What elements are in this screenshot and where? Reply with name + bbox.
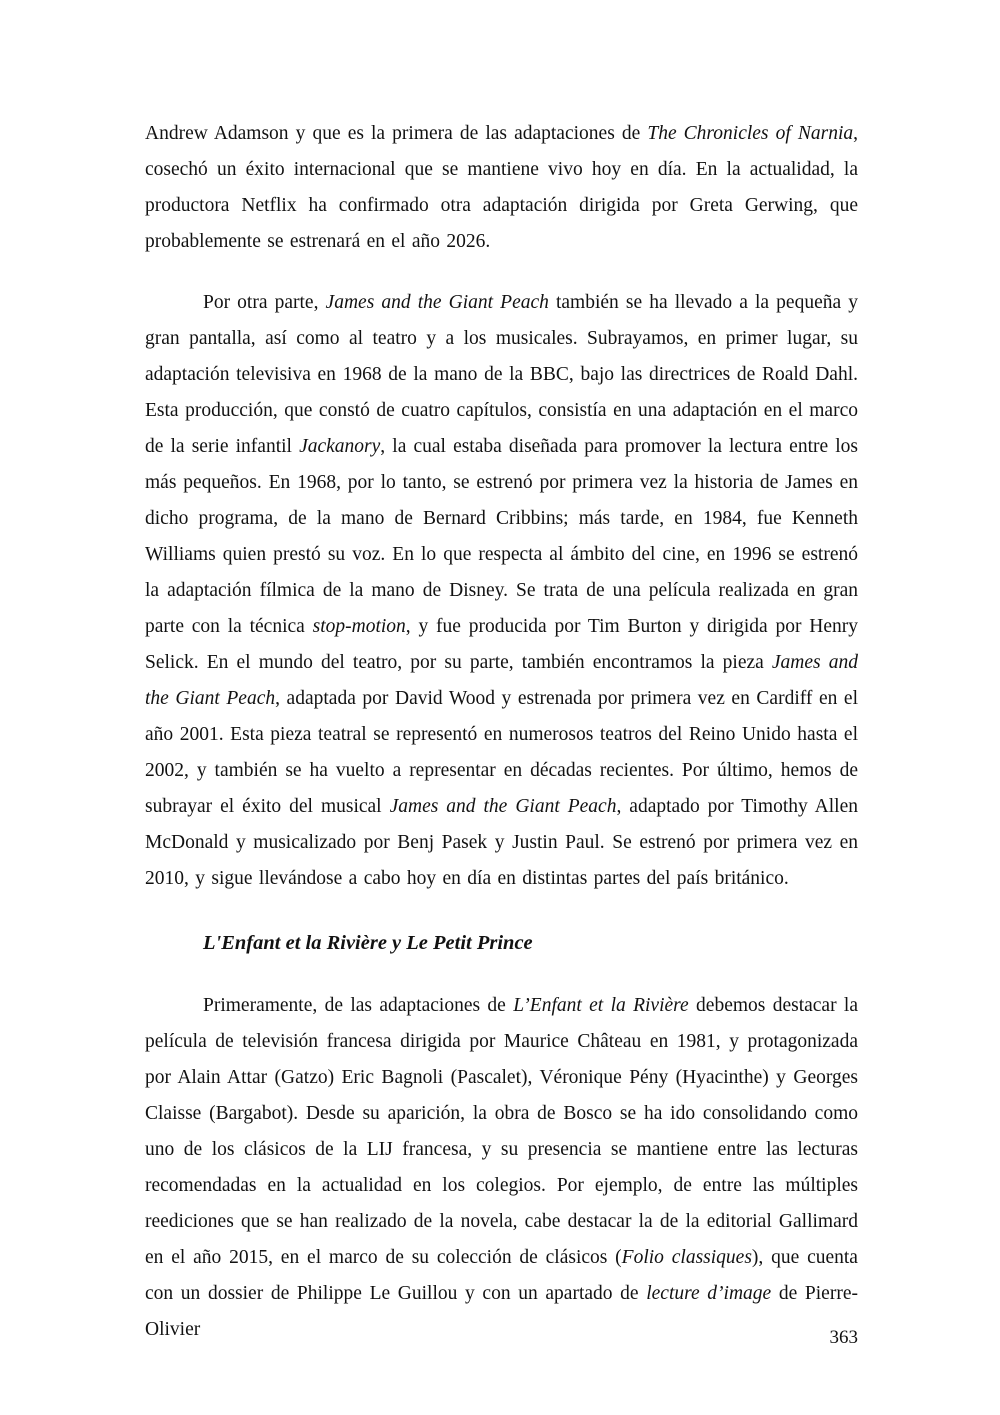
paragraph-narnia-adaptation xyxy=(145,116,858,260)
text-run: Por otra parte, xyxy=(203,292,326,313)
text-run: también se ha llevado a la pequeña y gran pantalla, así como al teatro y a los musicales. Subrayamos, en primer lugar, su adaptación televisiva en 1968 de la mano de la BBC, bajo las directrices de Roald Dahl. Esta producción, que constó de cuatro capítulos, consistía en una adaptación en el marco de la serie infantil xyxy=(145,292,858,457)
text-run: Andrew Adamson y que es la primera de las adaptaciones de xyxy=(145,123,648,144)
text-run: debemos destacar la película de televisión francesa dirigida por Maurice Château en 1981, y protagonizada por Alain Attar (Gatzo) Eric Bagnoli (Pascalet), Véronique Pény (Hyacinthe) y Georges Claisse (Bargabot). Desde su aparición, la obra de Bosco se ha ido consolidando como uno de los clásicos de la LIJ francesa, y su presencia se mantiene entre las lecturas recomendadas en la actualidad en los colegios. Por ejemplo, de entre las múltiples reediciones que se han realizado de la novela, cabe destacar la de la editorial Gallimard en el año 2015, en el marco de su colección de clásicos ( xyxy=(145,995,859,1268)
section-heading-enfant-petit-prince xyxy=(145,925,858,961)
text-run: , cosechó un éxito internacional que se mantiene vivo hoy en día. En la actualidad, la productora Netflix ha confirmado otra adaptación dirigida por Greta Gerwing, que probablemente se estrenará en el año 2026. xyxy=(145,123,858,252)
text-run: L'Enfant et la Rivière y Le Petit Prince xyxy=(203,932,533,954)
text-run: James and the Giant Peach xyxy=(325,292,549,313)
text-run: lecture d’image xyxy=(646,1283,772,1304)
text-run: Primeramente, de las adaptaciones de xyxy=(203,995,514,1016)
text-run: James and the Giant Peach xyxy=(389,796,617,817)
text-run: James and the Giant Peach xyxy=(145,652,859,709)
text-run: , la cual estaba diseñada para promover la lectura entre los más pequeños. En 1968, por lo tanto, se estrenó por primera vez la historia de James en dicho programa, de la mano de Bernard Cribbins; más tarde, en 1984, fue Kenneth Williams quien prestó su voz. En lo que respecta al ámbito del cine, en 1996 se estrenó la adaptación fílmica de la mano de Disney. Se trata de una película realizada en gran parte con la técnica xyxy=(145,436,859,637)
paragraph-enfant-riviere xyxy=(145,988,858,1348)
text-run: de Pierre-Olivier xyxy=(145,1283,858,1340)
page-footer xyxy=(145,1326,858,1350)
text-run: , adaptado por Timothy Allen McDonald y musicalizado por Benj Pasek y Justin Paul. Se estrenó por primera vez en 2010, y sigue llevándose a cabo hoy en día en distintas partes del país británico. xyxy=(145,796,858,889)
text-run: stop-motion xyxy=(312,616,406,637)
text-run: The Chronicles of Narnia xyxy=(647,123,854,144)
text-run: Jackanory xyxy=(299,436,381,457)
text-run: , y fue producida por Tim Burton y dirigida por Henry Selick. En el mundo del teatro, por su parte, también encontramos la pieza xyxy=(145,616,859,673)
page-body xyxy=(145,116,858,1348)
page-number: 363 xyxy=(829,1327,858,1348)
text-run: L’Enfant et la Rivière xyxy=(513,995,689,1016)
text-run: ), que cuenta con un dossier de Philippe Le Guillou y con un apartado de xyxy=(145,1247,858,1304)
paragraph-james-giant-peach xyxy=(145,285,858,897)
text-run: , adaptada por David Wood y estrenada por primera vez en Cardiff en el año 2001. Esta pieza teatral se representó en numerosos teatros del Reino Unido hasta el 2002, y también se ha vuelto a representar en décadas recientes. Por último, hemos de subrayar el éxito del musical xyxy=(145,688,858,817)
text-run: Folio classiques xyxy=(621,1247,752,1268)
